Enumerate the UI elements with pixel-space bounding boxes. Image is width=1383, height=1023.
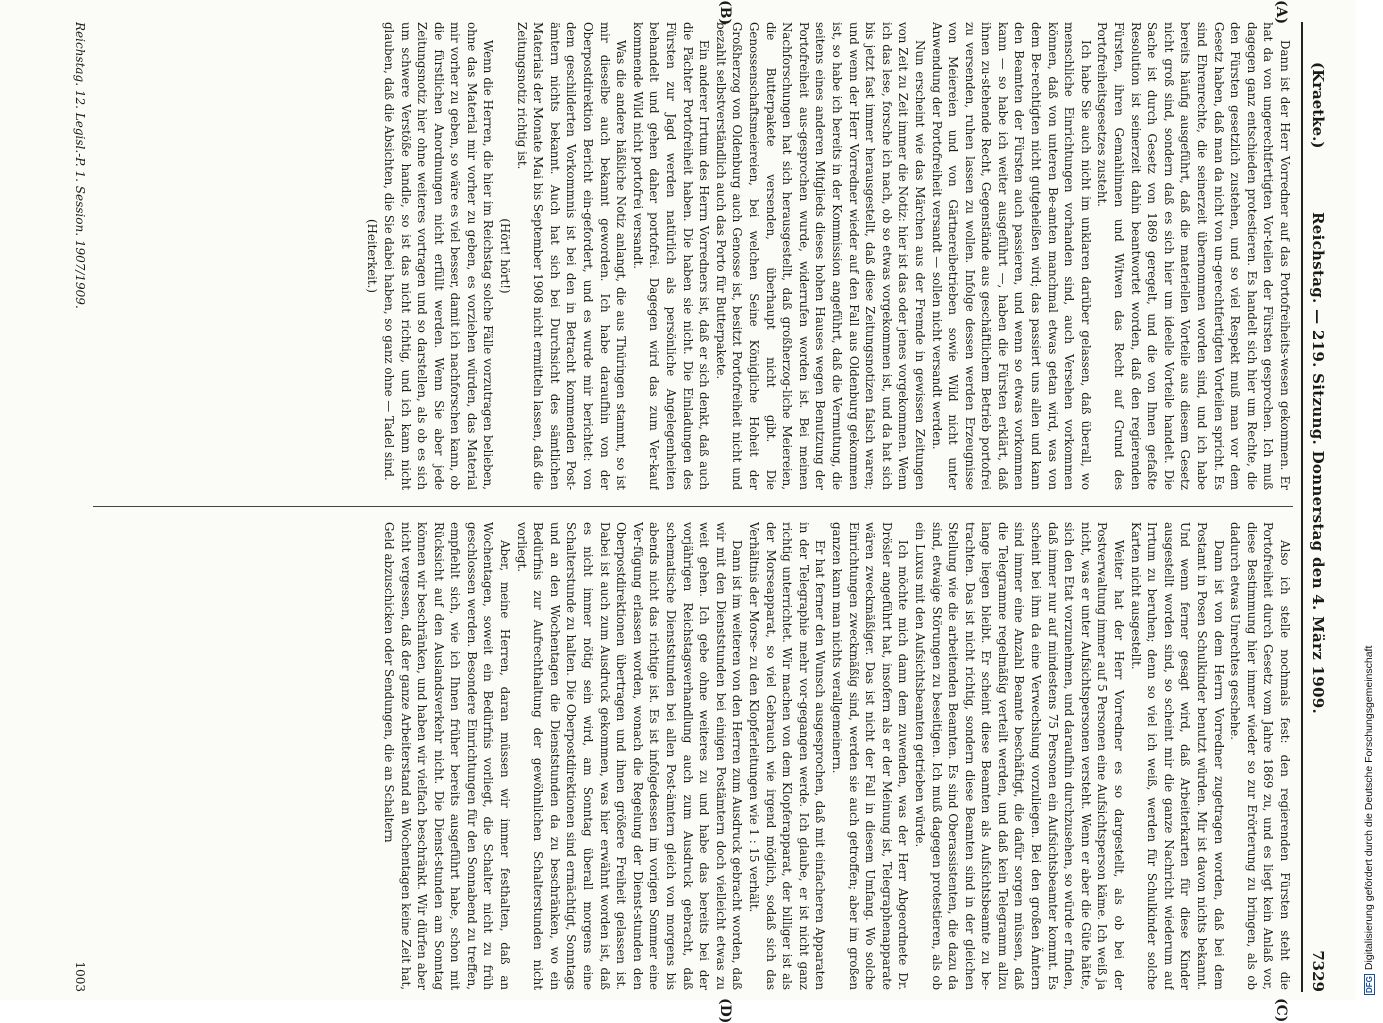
paragraph: Nun erscheint wie das Märchen aus der Fremde in gewissen Zeitungen von Zeit zu Zeit immer die Notiz: hier ist das oder jenes vorgekommen. Wenn ich das lese, forsche ich nach, ob so etwas vorgekommen ist, und da hat sich bis jetzt fast immer herausgestellt, daß diese Zeitungsnotizen falsch waren; und wenn der Herr Vorredner wieder auf den Fall aus Oldenburg gekommen ist, so habe ich bereits in der Kommission angeführt, daß die Vermutung, die seitens eines anderen Mitglieds dieses hohen Hauses wegen Benutzung der Portofreiheit aus-gesprochen wurde, widerrufen worden ist. Bei meinen Nachforschungen hat sich herausgestellt, daß großherzog-liche Meiereien, die Butterpakete versenden, überhaupt nicht gibt. Die Genossenschaftsmeiereien, bei welchen Seine Königliche Hoheit der Großherzog von Oldenburg auch Genosse ist, besitzt Portofreiheit nicht und bezahlt selbstverständlich auch das Porto für Butterpakete. <box>713 22 927 490</box>
interjection: (Hört! hört!) <box>498 218 513 294</box>
dfg-logo-icon: DFG <box>1365 976 1374 993</box>
page-footer <box>73 22 87 992</box>
paragraph: Was die andere häßliche Notiz anlangt, die aus Thüringen stammt, so ist mir dieselbe auch bekannt geworden. Ich habe daraufhin von der Oberpostdirektion Bericht ein-gefordert, und es wurde mir berichtet: von dem geschilderten Vorkommnis ist bei den in Betracht kommenden Post-ämtern nichts bekannt. Auch hat sich bei Durchsicht des sämtlichen Materials der Monate Mai bis September 1908 nicht ermitteln lassen, daß die Zeitungsnotiz richtig ist. <box>514 22 629 490</box>
funding-strip <box>1355 0 1383 1000</box>
paragraph: Dann ist im weiteren von den Herren zum Ausdruck gebracht worden, daß wir mit den Dienststunden bei einigen Postämtern doch vielleicht etwas zu weit gehen. Ich gebe ohne weiteres zu und habe das bereits bei der vorjährigen Reichstagsverhandlung auch zum Ausdruck gebracht, daß schematische Dienststunden bei allen Post-ämtern gleich von morgens bis abends nicht das richtige ist. Es ist infolgedessen im vorigen Sommer eine Ver-fügung erlassen worden, wonach die Regelung der Dienst-stunden den Oberpostdirektionen übertragen und ihnen größere Freiheit gelassen ist. Dabei ist auch zum Ausdruck gekommen, was hier erwähnt worden ist, daß es nicht immer nötig sein wird, am Sonntag überall morgens eine Schalterstunde zu halten. Die Oberpostdirektionen sind ermächtigt, Sonntags und an den Wochentagen die Dienststunden da zu beschränken, wo ein Bedürfnis zur Aufrechthaltung der gewöhnlichen Schalterstunden nicht vorliegt. <box>514 522 745 990</box>
funding-text: Digitalisierung gefördert durch die Deutsche Forschungsgemeinschaft <box>1363 645 1375 971</box>
left-text-column <box>93 22 1293 490</box>
footer-page-number: 1003 <box>73 961 87 992</box>
page-header <box>1305 22 1333 992</box>
margin-marker-a: (A) <box>1273 0 1289 25</box>
rotated-page-content <box>63 0 1333 1023</box>
paragraph: Ich möchte mich dann dem zuwenden, was der Herr Abgeordnete Dr. Drösler angeführt hat, insofern als er der Meinung ist, Telegraphenapparate wären zweckmäßiger. Das ist nicht der Fall in diesem Umfang. Wo solche Einrichtungen zweckmäßig sind, werden sie auch getroffen; aber im großen ganzen kann man nichts verallgemeinern. <box>829 522 911 990</box>
margin-marker-d: (D) <box>717 998 733 1023</box>
page-number: 7329 <box>1309 950 1327 992</box>
paragraph: Weiter hat der Herr Vorredner es so dargestellt, als ob bei der Postverwaltung immer auf 5 Personen eine Aufsichtsperson käme. Ich weiß ja nicht, was er unter Aufsichtspersonen versteht. Wenn er aber die Güte hätte, sich den Etat vorzunehmen, und daraufhin durchzusehen, so würde er finden, daß immer nur auf mindestens 75 Personen ein Aufsichtsbeamter kommt. Es scheint bei ihm da eine Verwechslung vorzuliegen. Bei den großen Ämtern sind immer eine Anzahl Beamte beschäftigt, die dafür sorgen müssen, daß die Telegramme regelmäßig verteilt werden, und daß kein Telegramm allzu lange liegen bleibt. Er scheint diese Beamten als Aufsichtsbeamte zu be-trachten. Das ist nicht richtig, sondern diese Beamten sind in der gleichen Stellung wie die arbeitenden Beamten. Es sind Oberassistenten, die dazu da sind, etwaige Störungen zu beseitigen. Ich muß dagegen protestieren, als ob ein Luxus mit den Aufsichtsbeamten getrieben würde. <box>912 522 1127 990</box>
speaker-tag: (Kraetke.) <box>1309 62 1327 149</box>
margin-marker-c: (C) <box>1273 998 1289 1023</box>
paragraph: Ich habe Sie auch nicht im unklaren darüber gelassen, daß überall, wo menschliche Einrichtungen vorhanden sind, auch Versehen vorkommen können, daß von unteren Be-amten manchmal etwas getan wird, was von dem Be-rechtigten nicht gutgeheißen wird; das passiert uns allen und kann den Beamten der Fürsten auch passieren, und wenn so etwas vorkommen kann — so habe ich weiter ausgeführt —, haben die Fürsten erklärt, daß ihnen zu-stehende Recht, Gegenstände aus geschäftlichem Betrieb portofrei zu versenden, ruhen lassen zu wollen. Infolge dessen werden Erzeugnisse von Meiereien und von Gärtnereibetrieben sowie Wild nicht unter Anwendung der Portofreiheit versandt — sollen nicht versandt werden. <box>929 22 1093 490</box>
paragraph: Er hat ferner den Wunsch ausgesprochen, daß mit einfacheren Apparaten in der Telegraphie mehr vor-gegangen werde. Ich glaube, er ist nicht ganz richtig unterrichtet. Wir machen von dem Klopferapparat, der billiger ist als der Morseapparat, so viel Gebrauch wie irgend möglich, sodaß sich das Verhältnis der Morse- zu den Klopferleitungen wie 1 : 15 verhält. <box>747 522 828 990</box>
paragraph: Dann ist der Herr Vorredner auf das Portofreiheits-wesen gekommen. Er hat da von ungerechtfertigten Vor-teilen der Fürsten gesprochen. Ich muß dagegen ganz entschieden protestieren. Es handelt sich hier um Rechte, die den Fürsten gesetzlich zustehen, und so viel Respekt muß man vor dem Gesetz haben, daß man da nicht von un-gerechtfertigten Vorteilen spricht. Es sind Ehrenrechte, die seinerzeit übernommen worden sind, und ich habe bereits häufig ausgeführt, daß die materiellen Vorteile aus diesem Gesetz nicht groß sind, sondern daß es sich hier um ideelle Vorteile handelt. Die Sache ist durch Gesetz von 1869 geregelt, und die von Ihnen gefaßte Resolution ist seinerzeit dahin beantwortet worden, daß den regierenden Fürsten, ihren Gemahlinnen und Witwen das Recht auf Grund des Portofreiheitsgesetzes zusteht. <box>1095 22 1292 490</box>
publication-info: Reichstag. 12. Legisl.-P. 1. Session. 1907/1909. <box>73 22 87 309</box>
column-divider <box>93 506 1293 507</box>
header-rule <box>1301 22 1303 992</box>
interjection: (Heiterkeit.) <box>365 218 380 293</box>
margin-marker-b: (B) <box>717 0 733 26</box>
paragraph: Dann ist von dem Herrn Vorredner zugetragen worden, daß bei dem Postamt in Posen Schulkinder benutzt würden. Mir ist davon nichts bekannt. Und wenn ferner gesagt wird, daß Arbeiterkarten für diese Kinder ausgestellt worden sind, so scheint mir die ganze Nachricht wiederum auf Irrtum zu beruhen; denn so viel ich weiß, werden für Schulkinder solche Karten nicht ausgestellt. <box>1128 522 1226 990</box>
running-title: Reichstag. — 219. Sitzung. Donnerstag den 4. März 1909. <box>1309 212 1327 715</box>
paragraph: Ein anderer Irrtum des Herrn Vorredners ist, daß er sich denkt, daß auch die Pächter Portofreiheit haben. Die haben sie nicht. Die Einladungen des Fürsten zur Jagd werden natürlich als persönliche Angelegenheiten behandelt und gehen daher portofrei. Dagegen wird das zum Ver-kauf kommende Wild nicht portofrei versandt. <box>630 22 712 490</box>
right-text-column <box>93 522 1293 990</box>
funding-notice <box>1363 0 1377 995</box>
paragraph: Wenn die Herren, die hier im Reichstag solche Fälle vorzutragen belieben, ohne das Material mir vorher zu geben, es vorziehen würden, das Material mir vorher zu geben, so wäre es viel besser, damit ich nachforschen kann, ob die fürstlichen Anordnungen nicht erfüllt werden. Wenn Sie aber jede Zeitungsnotiz hier ohne weiteres vortragen und so darstellen, als ob es sich um schwere Verstöße handle, so ist das nicht richtig, und ich kann nicht glauben, daß die Absichten, die Sie dabei haben, so ganz ohne — Tadel sind. <box>381 22 496 490</box>
paragraph: Also ich stelle nochmals fest: den regierenden Fürsten steht die Portofreiheit durch Gesetz vom Jahre 1869 zu, und es liegt kein Anlaß vor, diese Bestimmung hier immer wieder so zur Erörterung zu bringen, als ob dadurch etwas Unrechtes geschehe. <box>1228 522 1292 990</box>
paragraph: Aber, meine Herren, daran müssen wir immer festhalten, daß an Wochentagen, soweit ein Bedürfnis vorliegt, die Schalter nicht zu früh geschlossen werden. Besondere Einrichtungen für den Sonnabend zu treffen, empfiehlt sich, wie ich Ihnen früher bereits ausgeführt habe, schon mit Rücksicht auf den Auslandsverkehr nicht. Die Dienst-stunden am Sonntag können wir beschränken, und haben wir vielfach beschränkt. Wir dürfen aber nicht vergessen, daß der ganze Arbeiterstand an Wochentagen keine Zeit hat, Geld abzuschicken oder Sendungen, die an Schaltern <box>381 522 513 990</box>
